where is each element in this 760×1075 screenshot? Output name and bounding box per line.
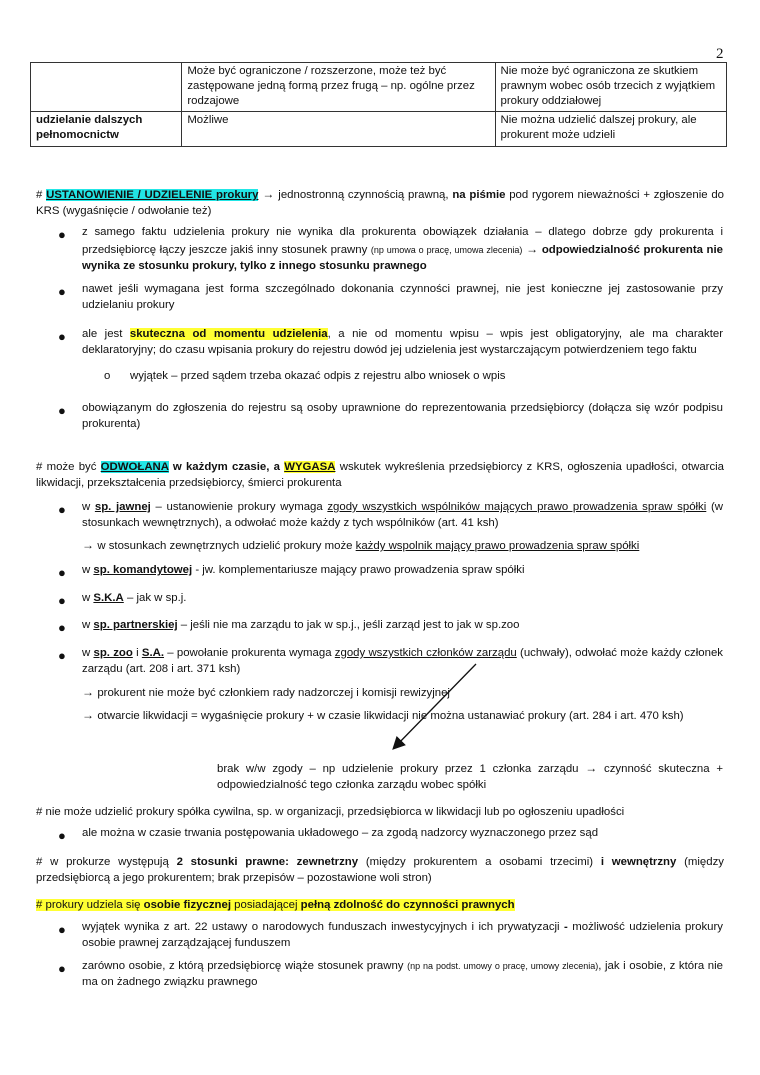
text: w: [82, 619, 94, 631]
page-number: 2: [716, 46, 724, 62]
text: w stosunkach zewnętrznych udzielić prokury może: [97, 540, 356, 552]
highlight: osobie fizycznej: [143, 899, 231, 911]
text: w: [82, 647, 94, 659]
text: pod rygorem nieważności + zgłoszenie do KRS (wygaśnięcie / odwołanie też): [36, 189, 724, 217]
bold-text: w każdym czasie,: [168, 461, 274, 473]
text: możliwość udzielenia prokury osobie prawnej zarządzającej funduszem: [82, 921, 723, 949]
company-type: sp. partnerskiej: [93, 619, 178, 631]
company-type: S.K.A: [93, 592, 124, 604]
text: (uchwały), odwołać może każdy członek zarządu (art. 208 i art. 371 ksh): [82, 647, 723, 675]
highlight: pełną zdolność do czynności prawnych: [300, 899, 515, 911]
arrow-icon: →: [82, 708, 98, 722]
text: i: [132, 647, 142, 659]
bullet-icon: ●: [58, 828, 66, 843]
arrow-icon: →: [82, 685, 98, 699]
text: w: [82, 592, 94, 604]
bullet-icon: ●: [58, 648, 66, 663]
small-text: (np na podst. umowy o pracę, umowy zlecenia): [407, 961, 599, 971]
bold-text: odpowiedzialność prokurenta nie wynika ze stosunku prokury, tylko z innego stosunku prawnego: [82, 243, 723, 272]
bullet-icon: ●: [58, 329, 66, 344]
underlined-text: każdy wspolnik mający prawo prowadzenia spraw spółki: [355, 540, 640, 552]
company-type: sp. jawnej: [94, 501, 151, 513]
sub-bullet-icon: o: [104, 370, 111, 382]
text: w: [82, 501, 95, 513]
text: (między przedsiębiorcą a jego prokurentem; brak przepisów – pozostawione woli stron): [36, 856, 724, 884]
bold-text: a: [273, 461, 285, 473]
highlight: skuteczna od momentu udzielenia: [129, 328, 328, 340]
heading-highlight: USTANOWIENIE / UDZIELENIE prokury: [46, 189, 259, 201]
table-cell: Nie można udzielić dalszej prokury, ale prokurent może udzieli: [495, 112, 726, 147]
text: wyjątek wynika z art. 22 ustawy o narodowych funduszach inwestycyjnych i ich prywatyzacji: [82, 921, 565, 933]
bullet-icon: ●: [58, 403, 66, 418]
arrow-icon: →: [522, 241, 542, 256]
bold-text: 2 stosunki prawne: zewnetrzny: [176, 856, 359, 868]
text: brak w/w zgody – np udzielenie prokury przez 1 członka zarządu: [217, 763, 586, 775]
text: ale jest: [82, 328, 130, 340]
section-relations: [36, 855, 724, 887]
text: otwarcie likwidacji = wygaśnięcie prokury + w czasie likwidacji nie można ustanawiać prokury (art. 284 i art. 470 ksh): [97, 710, 684, 722]
underlined-text: zgody wszystkich wspólników mających prawo prowadzenia spraw spółki: [327, 501, 707, 513]
list-item: obowiązanym do zgłoszenia do rejestru są osoby uprawnione do reprezentowania przedsiębiorcy (dołącza się wzór podpisu prokurenta): [82, 402, 723, 430]
text: – jak w sp.j.: [123, 592, 187, 604]
bullet-icon: ●: [58, 922, 66, 937]
company-type: sp. komandytowej: [93, 564, 193, 576]
text: , a nie od momentu wpisu – wpis jest obligatoryjny, ale ma charakter deklaratoryjny; do czasu wpisania prokury do rejestru dowód jej udzielenia jest wystarczającym potwierdzeniem tego faktu: [82, 328, 723, 356]
sub-list-item: wyjątek – przed sądem trzeba okazać odpis z rejestru albo wniosek o wpis: [130, 370, 506, 382]
list-item: ale można w czasie trwania postępowania układowego – za zgodą nadzorcy wyznaczonego przez sąd: [82, 827, 599, 839]
text: wskutek wykreślenia przedsiębiorcy z KRS, ogłoszenia upadłości, otwarcia likwidacji, przekształcenia przedsiębiorcy, śmierci prokurenta: [36, 461, 725, 489]
highlight: # prokury udziela się: [36, 899, 144, 911]
bullet-icon: ●: [58, 565, 66, 580]
arrow-icon: →: [258, 187, 279, 201]
text: # w prokurze występują: [36, 856, 177, 868]
text: # może być: [36, 461, 101, 473]
underlined-text: zgody wszystkich członków zarządu: [334, 647, 517, 659]
bullet-icon: ●: [58, 593, 66, 608]
annotation-note: [217, 760, 723, 794]
bold-text: na piśmie: [452, 189, 506, 201]
highlight: posiadającej: [231, 899, 301, 911]
bullet-icon: ●: [58, 284, 66, 299]
text: zarówno osobie, z którą przedsiębiorcę wiąże stosunek prawny: [82, 960, 408, 972]
bullet-icon: ●: [58, 227, 66, 242]
arrow-icon: →: [585, 761, 598, 775]
text: – jeśli nie ma zarządu to jak w sp.j., jeśli zarząd jest to jak w sp.zoo: [177, 619, 520, 631]
text: (w stosunkach wewnętrznych), a odwołać może każdy z tych wspólników (art. 41 ksh): [82, 501, 723, 529]
bullet-icon: ●: [58, 620, 66, 635]
bullet-icon: ●: [58, 502, 66, 517]
text: z samego faktu udzielenia prokury nie wynika dla prokurenta obowiązek działania – dlatego dobrze gdy prokurenta i przedsiębiorcę łączy jeszcze jakiś inny stosunek prawny: [82, 226, 723, 256]
bold-text: -: [564, 921, 568, 933]
company-type: S.A.: [141, 647, 165, 659]
text: w: [82, 564, 94, 576]
heading-highlight: ODWOŁANA: [100, 461, 169, 473]
bold-text: i wewnętrzny: [600, 856, 677, 868]
list-item: nawet jeśli wymagana jest forma szczególnado dokonania czynności prawnej, nie jest konieczne jej zastosowanie przy udzielaniu prokury: [82, 283, 723, 311]
text: - jw. komplementariusze mający prawo prowadzenia spraw spółki: [192, 564, 525, 576]
table-cell: Może być ograniczone / rozszerzone, może też być zastępowane jedną formą przez frugą – np. ogólne przez rodzajowe: [182, 63, 495, 112]
text: jednostronną czynnością prawną,: [278, 189, 453, 201]
company-type: sp. zoo: [93, 647, 133, 659]
bullet-icon: ●: [58, 961, 66, 976]
arrow-icon: →: [82, 538, 98, 552]
text: , jak i osobie, z która nie ma on żadnego związku prawnego: [82, 960, 724, 988]
heading-highlight: WYGASA: [284, 461, 336, 473]
text: czynność skuteczna + odpowiedzialność tego członka zarządu wobec spółki: [217, 763, 723, 791]
list-item: [82, 959, 723, 991]
list-item: [82, 920, 723, 952]
text: (między prokurentem a osobami trzecimi): [358, 856, 601, 868]
row-label: udzielanie dalszych pełnomocnictw: [36, 114, 143, 142]
table-cell: Możliwe: [182, 112, 495, 147]
section-grantee: [36, 898, 724, 914]
text: – powołanie prokurenta wymaga: [164, 647, 335, 659]
hash-mark: #: [36, 189, 47, 201]
text: – ustanowienie prokury wymaga: [150, 501, 328, 513]
table-cell: Nie może być ograniczona ze skutkiem prawnym wobec osób trzecich z wyjątkiem prokury oddziałowej: [495, 63, 726, 112]
small-text: (np umowa o pracę, umowa zlecenia): [370, 244, 523, 255]
section-restrictions: # nie może udzielić prokury spółka cywilna, sp. w organizacji, przedsiębiorca w likwidacji lub po ogłoszeniu upadłości: [36, 806, 625, 818]
text: prokurent nie może być członkiem rady nadzorczej i komisji rewizyjnej: [97, 687, 450, 699]
